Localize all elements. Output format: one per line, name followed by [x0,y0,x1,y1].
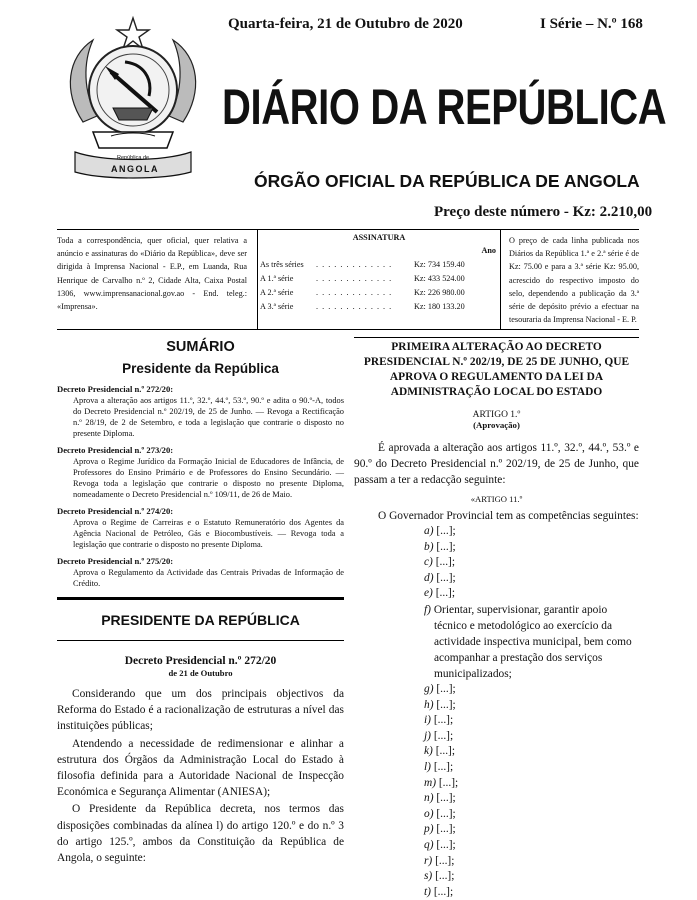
subscription-info-box [57,229,639,330]
item-text: [...]; [438,776,459,789]
item-text: [...]; [436,571,456,584]
summary-section: Presidente da República [122,361,279,376]
list-item [354,760,639,776]
item-letter: n) [424,792,434,805]
summary-entry-title: Decreto Presidencial n.º 274/20: [57,506,174,516]
list-item [354,682,639,698]
item-letter: c) [424,556,433,569]
list-item [354,571,639,587]
item-text: [...]; [435,556,456,569]
subscription-row [258,260,500,269]
summary-title: SUMÁRIO [166,339,235,355]
item-letter: i) [424,714,431,727]
item-letter: d) [424,571,434,584]
list-item [354,822,639,838]
item-letter: p) [424,823,434,836]
item-letter: a) [424,525,434,537]
item-text: [...]; [436,807,456,820]
left-column [57,337,344,867]
subscription-value: Kz: 734 159.40 [414,260,465,269]
list-item [354,555,639,571]
summary-entry [57,445,344,500]
item-letter: j) [424,729,431,742]
emblem-text-angola: ANGOLA [111,164,159,174]
item-letter: h) [424,698,434,711]
subscription-row [258,274,500,283]
summary-entry-title: Decreto Presidencial n.º 275/20: [57,556,174,566]
list-item [354,729,639,745]
subscription-label: A 1.ª série [260,274,294,283]
decree-paragraph: O Presidente da República decreta, nos termos das disposições combinadas da alínea l) do artigo 120.º e do n.º 3 do artigo 125.º, ambos da Constituição da República de Angola, o seguinte: [57,803,344,865]
item-text: [...]; [433,714,454,727]
article-number: ARTIGO 1.º [472,410,521,420]
item-letter: f) [424,603,431,616]
item-text: [...]; [436,698,456,711]
list-item [354,586,639,602]
list-item [354,524,639,540]
decree-title: Decreto Presidencial n.º 272/20 [124,655,277,667]
summary-entry-title: Decreto Presidencial n.º 273/20: [57,445,174,455]
masthead-title: DIÁRIO DA REPÚBLICA [222,79,667,135]
summary-entry [57,384,344,439]
item-text: [...]; [436,823,456,836]
section-title: PRESIDENTE DA REPÚBLICA [101,612,300,628]
correspondence-note: Toda a correspondência, quer oficial, quer relativa a anúncio e assinaturas do «Diário da República», deve ser dirigida à Imprensa Nacional - E.P., em Luanda, Rua Henrique de Carvalho n.º 2, Cidade Alta, Caixa Postal 1306, www.imprensanacional.gov.ao - End. teleg.: «Imprensa». [57,236,247,312]
subscription-value: Kz: 226 980.00 [414,288,465,297]
right-column [354,337,639,900]
subscription-value: Kz: 433 524.00 [414,274,465,283]
item-letter: q) [424,838,434,851]
summary-entry-text: Aprova a alteração aos artigos 11.º, 32.º, 44.º, 53.º, 90.º e adita o 90.º-A, todos do Decreto Presidencial n.º 202/19, de 25 de Junho. — Revoga a Rectificação n.º 28/19, de 2 de Setembro, e toda a legislação que contrarie o disposto no presente Diploma. [73,396,344,438]
summary-entry-text: Aprova o Regulamento da Actividade das Centrais Privadas de Informação de Crédito. [73,568,344,588]
list-item [354,854,639,870]
subscription-row [258,288,500,297]
item-text: [...]; [435,745,456,758]
list-item [354,713,639,729]
item-letter: k) [424,745,433,758]
issue-price: Preço deste número - Kz: 2.210,00 [434,204,653,220]
item-text: [...]; [435,587,456,600]
list-item-f [354,602,639,682]
amendment-title: PRIMEIRA ALTERAÇÃO AO DECRETO PRESIDENCIAL N.º 202/19, DE 25 DE JUNHO, QUE APROVA O REGULAMENTO DA LEI DA ADMINISTRAÇÃO LOCAL DO ESTADO [354,337,639,400]
list-item [354,540,639,556]
item-text: [...]; [435,870,455,883]
subscription-dots: . . . . . . . . . . . . . [316,288,393,297]
item-letter: g) [424,682,434,695]
item-letter: l) [424,760,431,773]
list-item [354,776,639,792]
item-text: [...]; [436,838,456,851]
emblem-text-small: República de [117,155,150,161]
summary-entry-text: Aprova o Regime de Carreiras e o Estatuto Remuneratório dos Agentes da Agência Nacional de Petróleo, Gás e Biocombustíveis. — Revoga toda a legislação que contrarie o disposto no presente Diploma. [73,518,344,549]
item-letter: e) [424,587,433,600]
list-item [354,698,639,714]
item-letter: o) [424,807,434,820]
line-price-note: O preço de cada linha publicada nos Diários da República 1.ª e 2.ª série é de Kz: 75.00 e para a 3.ª série Kz: 95.00, acrescido do respectivo imposto do selo, dependendo a publicação da 3.ª série de depósito prévio a efectuar na tesouraria da Imprensa Nacional - E. P. [509,236,639,325]
subscription-dots: . . . . . . . . . . . . . [316,302,393,311]
divider-thin [57,640,344,641]
article-paragraph: É aprovada a alteração aos artigos 11.º, 32.º, 44.º, 53.º e 90.º do Decreto Presidencial n.º 202/19, de 25 de Junho, que passam a ter a redacção seguinte: [354,442,639,486]
item-text: [...]; [433,885,454,898]
item-text: [...]; [436,682,456,695]
subscription-label: A 3.ª série [260,302,294,311]
subscription-heading: ASSINATURA [352,233,406,242]
list-item [354,807,639,823]
subscription-dots: . . . . . . . . . . . . . [316,260,393,269]
item-text: [...]; [435,854,455,867]
item-letter: m) [424,776,437,789]
list-item [354,744,639,760]
decree-date: de 21 de Outubro [168,668,233,678]
list-item [354,791,639,807]
subscription-dots: . . . . . . . . . . . . . [316,274,393,283]
item-text: [...]; [436,540,456,553]
item-letter: s) [424,870,433,883]
summary-entry-title: Decreto Presidencial n.º 272/20: [57,384,174,394]
subscription-value: Kz: 180 133.20 [414,302,465,311]
decree-paragraph: Atendendo a necessidade de redimensionar e alinhar a estrutura dos Órgãos da Administração Local do Estado à filosofia definida para a Autoridade Nacional de Inspecção Económica e Segurança Alimentar (ANIESA); [57,737,344,799]
masthead-subtitle: ÓRGÃO OFICIAL DA REPÚBLICA DE ANGOLA [254,171,640,191]
summary-entry-text: Aprova o Regime Jurídico da Formação Inicial de Educadores de Infância, de Professores do Ensino Primário e de Professores do Ensino Secundário. — Revoga toda a legislação que contrarie o disposto no presente Diploma, nomeadamente o Decreto Presidencial n.º 109/11, de 26 de Maio. [73,457,344,499]
subscription-label: As três séries [260,260,304,269]
divider-thick [57,597,344,600]
decree-paragraph: Considerando que um dos principais objectivos da Reforma do Estado é a racionalização de estruturas a nível das instituições públicas; [57,688,344,733]
item-text: [...]; [436,792,456,805]
item-text: [...]; [436,525,456,537]
item-letter: t) [424,885,431,898]
list-item [354,869,639,885]
issue-number: I Série – N.º 168 [540,16,643,32]
issue-date: Quarta-feira, 21 de Outubro de 2020 [228,16,463,32]
list-item [354,885,639,900]
item-text: [...]; [433,729,454,742]
summary-entry [57,506,344,550]
item-text: Orientar, supervisionar, garantir apoio técnico e metodológico ao exercício da actividade inspectiva municipal, bem como acompanhar a prestação dos serviços municipalizados; [433,603,632,680]
summary-entry [57,556,344,589]
item-letter: r) [424,854,433,867]
subscription-table [257,230,501,329]
article-paragraph: O Governador Provincial tem as competências seguintes: [378,510,639,522]
article-subtitle: (Aprovação) [473,420,520,430]
subscription-year-label: Ano [481,246,496,255]
item-letter: b) [424,540,434,553]
list-item [354,838,639,854]
subscription-label: A 2.ª série [260,288,294,297]
subscription-row [258,302,500,311]
quoted-article: «ARTIGO 11.º [470,494,523,504]
angola-emblem [53,12,213,187]
item-text: [...]; [433,760,454,773]
